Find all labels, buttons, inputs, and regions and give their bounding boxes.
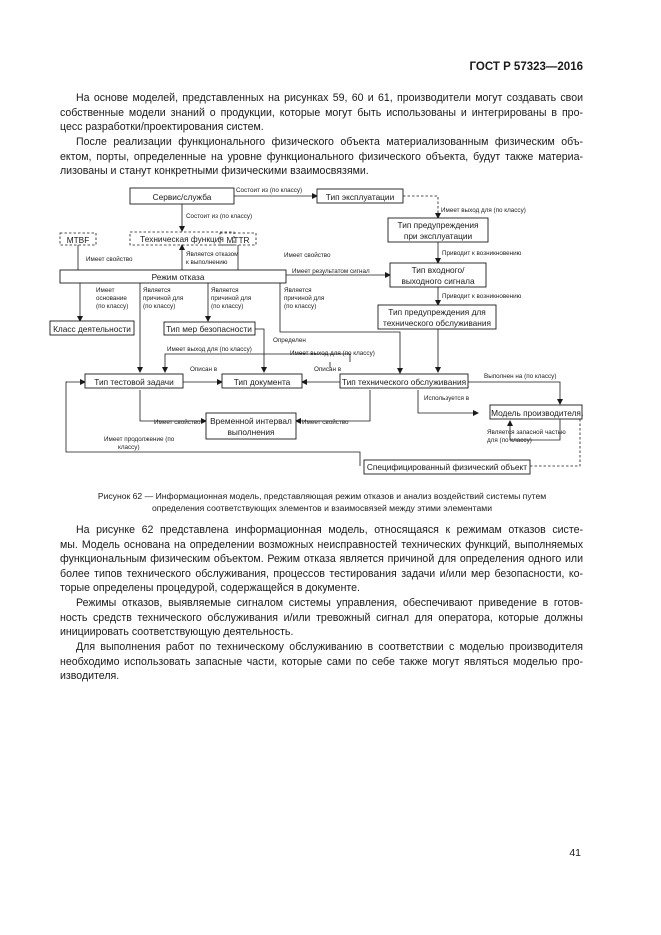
box-time-interval-line1: Временной интервал xyxy=(210,416,292,426)
label-described-2: Описан в xyxy=(314,366,342,373)
box-failure-mode-label: Режим отказа xyxy=(151,272,205,282)
label-performed-on: Выполнен на (по классу) xyxy=(484,373,557,380)
paragraph-body-3 xyxy=(60,640,583,684)
text-line: мы. Модель основана на определении возможных неисправностей технических функций, выполняемых xyxy=(60,538,583,551)
box-op-warning-line1: Тип предупреждения xyxy=(397,220,479,230)
text-line: После реализации функционального физического объекта материализованным физическим объ- xyxy=(76,136,583,148)
box-safety xyxy=(164,322,255,335)
document-header-id: ГОСТ Р 57323—2016 xyxy=(469,61,583,73)
label-spare-part-1: Является запасной частью xyxy=(487,429,566,436)
label-continuation-1: Имеет продолжение (по xyxy=(104,436,175,443)
label-has-output-3: Имеет выход для (по классу) xyxy=(290,350,375,357)
page-number: 41 xyxy=(569,847,581,859)
figure-caption xyxy=(72,490,572,514)
label-spare-part-2: для (по классу) xyxy=(487,437,532,444)
label-has-output-1: Имеет выход для (по классу) xyxy=(441,207,526,214)
paragraph-body-2 xyxy=(60,596,583,640)
box-document xyxy=(222,374,302,388)
box-maint-warning xyxy=(378,305,496,329)
box-op-type-label: Тип эксплуатации xyxy=(325,192,395,202)
label-fail-cause-2: к выполнению xyxy=(186,259,228,266)
text-line: лизованы и станут конкретными физическими взаимосвязями. xyxy=(60,165,369,178)
label-cause-b-2: причиной для xyxy=(211,295,252,302)
label-leads-2: Приводит к возникновению xyxy=(442,293,522,300)
box-maintenance-type-label: Тип технического обслуживания xyxy=(341,377,467,387)
box-maint-warning-line2: технического обслуживания xyxy=(382,318,492,328)
box-service-label: Сервис/служба xyxy=(152,192,212,202)
text-line: На основе моделей, представленных на рисунках 59, 60 и 61, производители могут создавать свои xyxy=(76,92,583,104)
label-has-property-mttr: Имеет свойство xyxy=(284,252,331,259)
label-has-basis-2: основание xyxy=(96,295,127,302)
box-document-label: Тип документа xyxy=(233,377,291,387)
box-safety-label: Тип мер безопасности xyxy=(166,324,252,334)
box-tech-function xyxy=(130,232,234,245)
label-cause-a-2: причиной для xyxy=(143,295,184,302)
text-line: функциональным физическим объектом. Режим отказа является причиной для определения одного или xyxy=(60,553,583,566)
box-maintenance-type xyxy=(340,374,468,388)
box-input-signal xyxy=(390,263,486,287)
label-has-output-2: Имеет выход для (по классу) xyxy=(167,346,252,353)
label-cause-c-3: (по классу) xyxy=(284,303,317,310)
box-test-task xyxy=(85,374,183,388)
box-op-warning xyxy=(388,218,488,242)
text-line: необходимо использовать запасные части, которые сами по себе также могут являться моделью про- xyxy=(60,655,583,668)
box-mttr-label: MTTR xyxy=(226,235,250,245)
label-has-basis-1: Имеет xyxy=(96,287,115,294)
text-line: цесс разработки/проектирования систем. xyxy=(60,121,264,134)
box-mtbf xyxy=(60,233,96,245)
label-fail-cause-1: Является отказом xyxy=(186,251,239,258)
text-line: собственные модели знаний о продукции, которые могут быть использованы и интегрированы в про- xyxy=(60,106,583,119)
box-specified-object xyxy=(364,460,530,474)
box-activity-class xyxy=(50,321,134,335)
label-cause-a-1: Является xyxy=(143,287,171,294)
label-cause-b-3: (по классу) xyxy=(211,303,244,310)
label-has-basis-3: (по классу) xyxy=(96,303,129,310)
box-input-signal-line1: Тип входного/ xyxy=(411,265,465,275)
box-op-warning-line2: при эксплуатации xyxy=(403,231,473,241)
caption-line: определения соответствующих элементов и взаимосвязей между этими элементами xyxy=(151,503,492,513)
label-consists-of: Состоит из (по классу) xyxy=(236,187,303,194)
box-mtbf-label: MTBF xyxy=(66,235,90,245)
box-input-signal-line2: выходного сигнала xyxy=(401,276,475,286)
text-line: инициировать соответствующую деятельность. xyxy=(60,626,294,639)
label-leads-1: Приводит к возникновению xyxy=(442,250,522,257)
box-op-type xyxy=(317,189,403,203)
box-maint-warning-line1: Тип предупреждения для xyxy=(388,307,486,317)
box-service xyxy=(130,188,234,204)
box-test-task-label: Тип тестовой задачи xyxy=(94,377,174,387)
label-described-1: Описан в xyxy=(190,366,218,373)
label-has-property-t1: Имеет свойство xyxy=(154,419,201,426)
box-failure-mode xyxy=(60,270,286,283)
caption-line: Рисунок 62 — Информационная модель, представляющая режим отказов и анализ воздействий системы путем xyxy=(97,491,547,501)
box-mttr xyxy=(220,233,256,245)
text-line: Для выполнения работ по техническому обслуживанию в соответствии с моделью производителя xyxy=(76,641,583,653)
box-manufacturer-model-label: Модель производителя xyxy=(491,408,581,418)
label-cause-b-1: Является xyxy=(211,287,239,294)
paragraph-body-1 xyxy=(60,523,583,596)
box-specified-object-label: Специфицированный физический объект xyxy=(366,462,528,472)
box-tech-function-label: Техническая функция xyxy=(140,234,224,244)
label-continuation-2: классу) xyxy=(118,444,140,451)
label-used-in: Используется в xyxy=(424,395,470,402)
label-determined: Определен xyxy=(273,337,306,344)
text-line: ность средств технического обслуживания и/или тревожный сигнал для оператора, которые должны xyxy=(60,611,583,624)
text-line: более типов технического обслуживания, процессов тестирования задачи и/или мер безопасности, ко- xyxy=(60,567,583,580)
box-time-interval-line2: выполнения xyxy=(227,427,275,437)
label-cause-a-3: (по классу) xyxy=(143,303,176,310)
label-cause-c-1: Является xyxy=(284,287,312,294)
text-line: торые определены процедурой, содержащейся в документе. xyxy=(60,582,360,595)
box-time-interval xyxy=(206,413,296,439)
box-manufacturer-model xyxy=(490,405,582,419)
label-has-signal: Имеет результатом сигнал xyxy=(292,268,370,275)
label-cause-c-2: причиной для xyxy=(284,295,325,302)
text-line: Режимы отказов, выявляемые сигналом системы управления, обеспечивают приведение в готов- xyxy=(76,597,583,609)
text-line: ектом, порты, определенные на уровне функционального физического объекта, будут также материа- xyxy=(60,150,583,163)
box-activity-class-label: Класс деятельности xyxy=(53,324,131,334)
text-line: На рисунке 62 представлена информационная модель, относящаяся к режимам отказов систе- xyxy=(76,524,583,536)
text-line: изводителя. xyxy=(60,670,120,683)
label-consists-of-2: Состоит из (по классу) xyxy=(186,213,253,220)
label-has-property-mtbf: Имеет свойство xyxy=(86,256,133,263)
label-has-property-t2: Имеет свойство xyxy=(302,419,349,426)
